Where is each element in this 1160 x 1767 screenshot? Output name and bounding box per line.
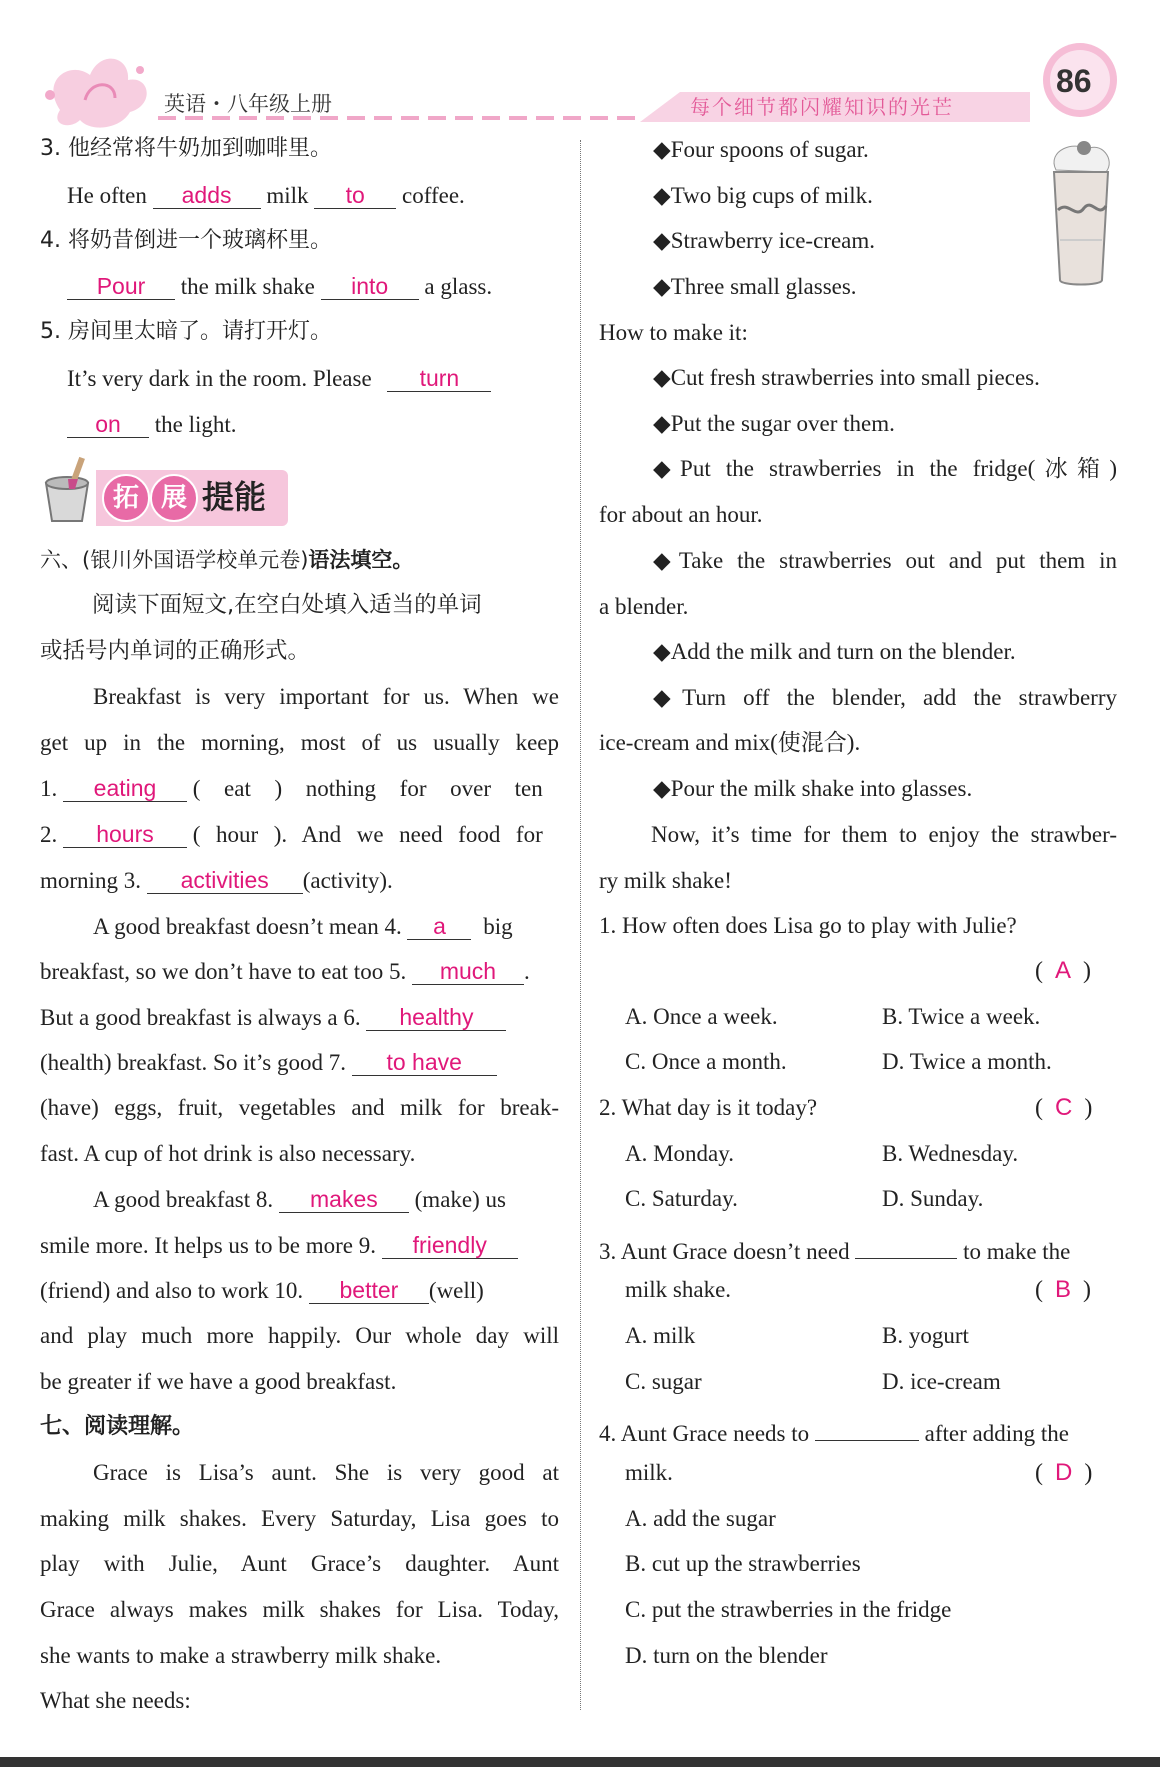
passage-line: 1. eating ( eat ) nothing for over ten: [40, 775, 543, 801]
need-item: ◆Four spoons of sugar.: [653, 137, 869, 162]
step-item: ◆Cut fresh strawberries into small pieces.: [653, 365, 1040, 390]
answer-blank: to: [345, 182, 365, 208]
answer-blank: much: [439, 958, 497, 984]
q5-english-line2: on the light.: [67, 409, 237, 440]
q3-english: He often adds milk to coffee.: [67, 182, 465, 208]
answer-blank: into: [351, 273, 389, 299]
step-item: ◆Put the strawberries in the fridge(冰箱): [653, 456, 1117, 481]
section6-instruction-1: 阅读下面短文,在空白处填入适当的单词: [92, 592, 482, 618]
q5-chinese: 5. 房间里太暗了。请打开灯。: [40, 319, 332, 344]
q5-english-line1: It’s very dark in the room. Please turn: [67, 363, 491, 394]
answer-blank: healthy: [399, 1004, 474, 1030]
option: B. cut up the strawberries: [625, 1551, 861, 1576]
answer-blank: friendly: [412, 1232, 487, 1258]
header-left-title: 英语・八年级上册: [164, 92, 332, 116]
step-item: a blender.: [599, 594, 689, 619]
how-to-heading: How to make it:: [599, 320, 748, 345]
passage-line: Breakfast is very important for us. When we: [93, 684, 559, 709]
reading-line: What she needs:: [40, 1688, 191, 1713]
section6-heading: 六、(银川外国语学校单元卷)语法填空。: [40, 548, 414, 572]
step-item: ◆Turn off the blender, add the strawberry: [653, 685, 1117, 710]
passage-line: (friend) and also to work 10. better (well): [40, 1277, 484, 1303]
question-4-cont: milk.: [625, 1460, 673, 1485]
passage-line: get up in the morning, most of us usually keep: [40, 730, 559, 755]
reading-line: Grace always makes milk shakes for Lisa. Today,: [40, 1597, 559, 1622]
answer-blank: eating: [93, 775, 157, 801]
q3-chinese: 3. 他经常将牛奶加到咖啡里。: [40, 136, 332, 161]
answer-choice: B: [1055, 1276, 1072, 1303]
need-item: ◆Two big cups of milk.: [653, 183, 873, 208]
need-item: ◆Strawberry ice-cream.: [653, 228, 876, 253]
passage-line: morning 3. activities (activity).: [40, 867, 393, 893]
answer-paren-2: ( C ): [1035, 1094, 1093, 1121]
bottom-edge-strip: [0, 1757, 1160, 1767]
reading-line: making milk shakes. Every Saturday, Lisa goes to: [40, 1506, 559, 1531]
question-4: 4. Aunt Grace needs to after adding the: [599, 1412, 1069, 1449]
option: D. turn on the blender: [625, 1643, 828, 1668]
closing-line: ry milk shake!: [599, 868, 732, 893]
option: C. sugar: [625, 1369, 702, 1394]
option: A. Once a week.: [625, 1004, 778, 1029]
passage-line: and play much more happily. Our whole day will: [40, 1323, 559, 1348]
floral-ornament-icon: [45, 59, 147, 128]
answer-blank: on: [95, 411, 121, 437]
answer-blank: adds: [181, 182, 232, 208]
answer-blank: Pour: [96, 273, 146, 299]
option: A. milk: [625, 1323, 696, 1348]
option: C. put the strawberries in the fridge: [625, 1597, 952, 1622]
option: C. Once a month.: [625, 1049, 787, 1074]
answer-choice: C: [1055, 1094, 1073, 1121]
q4-chinese: 4. 将奶昔倒进一个玻璃杯里。: [40, 228, 332, 253]
question-1: 1. How often does Lisa go to play with Julie?: [599, 913, 1017, 938]
answer-choice: D: [1055, 1459, 1073, 1486]
need-item: ◆Three small glasses.: [653, 274, 857, 299]
option: D. Sunday.: [882, 1186, 984, 1211]
q4-english: Pour the milk shake into a glass.: [67, 271, 492, 302]
reading-line: Grace is Lisa’s aunt. She is very good at: [93, 1460, 559, 1485]
step-item: ◆Take the strawberries out and put them in: [653, 548, 1117, 573]
passage-line: (health) breakfast. So it’s good 7. to have: [40, 1047, 497, 1078]
answer-blank: to have: [386, 1049, 462, 1075]
answer-blank: hours: [96, 821, 154, 847]
paint-bucket-icon: [38, 455, 96, 525]
answer-blank: turn: [419, 365, 460, 391]
passage-line: (have) eggs, fruit, vegetables and milk for break-: [40, 1095, 559, 1120]
section7-heading: 七、阅读理解。: [40, 1414, 195, 1439]
reading-line: she wants to make a strawberry milk shake.: [40, 1643, 442, 1668]
answer-blank: makes: [310, 1186, 378, 1212]
passage-line: smile more. It helps us to be more 9. friendly: [40, 1230, 518, 1261]
answer-paren-1: ( A ): [1035, 957, 1092, 984]
passage-line: 2. hours ( hour ). And we need food for: [40, 821, 543, 847]
option: B. yogurt: [882, 1323, 969, 1348]
option: B. Wednesday.: [882, 1141, 1019, 1166]
answer-paren-3: ( B ): [1035, 1276, 1092, 1303]
banner-circle-2: 展: [150, 474, 198, 522]
option: B. Twice a week.: [882, 1004, 1041, 1029]
answer-choice: A: [1055, 957, 1072, 984]
passage-line: A good breakfast 8. makes (make) us: [93, 1186, 506, 1212]
answer-blank: a: [433, 913, 446, 939]
passage-line: be greater if we have a good breakfast.: [40, 1369, 397, 1394]
step-item: for about an hour.: [599, 502, 763, 527]
milkshake-glass-icon: [1046, 140, 1116, 288]
option: C. Saturday.: [625, 1186, 738, 1211]
passage-line: breakfast, so we don’t have to eat too 5. much .: [40, 958, 530, 984]
banner-title: 提能: [202, 478, 267, 516]
question-2: 2. What day is it today?: [599, 1095, 818, 1120]
step-item: ◆Pour the milk shake into glasses.: [653, 776, 973, 801]
option: D. Twice a month.: [882, 1049, 1052, 1074]
option: A. Monday.: [625, 1141, 735, 1166]
closing-line: Now, it’s time for them to enjoy the strawber-: [651, 822, 1117, 847]
page-number: 86: [1056, 63, 1092, 99]
option: A. add the sugar: [625, 1506, 776, 1531]
answer-blank: better: [339, 1277, 399, 1303]
passage-line: A good breakfast doesn’t mean 4. a big: [93, 913, 513, 939]
step-item: ◆Add the milk and turn on the blender.: [653, 639, 1016, 664]
reading-line: play with Julie, Aunt Grace’s daughter. Aunt: [40, 1551, 559, 1576]
step-item: ◆Put the sugar over them.: [653, 411, 895, 436]
passage-line: But a good breakfast is always a 6. healthy: [40, 1002, 506, 1033]
question-3-cont: milk shake.: [625, 1277, 732, 1302]
option: D. ice-cream: [882, 1369, 1001, 1394]
question-3: 3. Aunt Grace doesn’t need to make the: [599, 1230, 1070, 1267]
header-slogan: 每个细节都闪耀知识的光芒: [690, 95, 954, 119]
column-divider: [580, 140, 581, 1710]
section6-instruction-2: 或括号内单词的正确形式。: [40, 638, 311, 664]
answer-paren-4: ( D ): [1035, 1459, 1093, 1486]
passage-line: fast. A cup of hot drink is also necessary.: [40, 1141, 416, 1166]
step-item: ice-cream and mix(使混合).: [599, 730, 861, 755]
answer-blank: activities: [180, 867, 269, 893]
banner-circle-1: 拓: [102, 474, 150, 522]
